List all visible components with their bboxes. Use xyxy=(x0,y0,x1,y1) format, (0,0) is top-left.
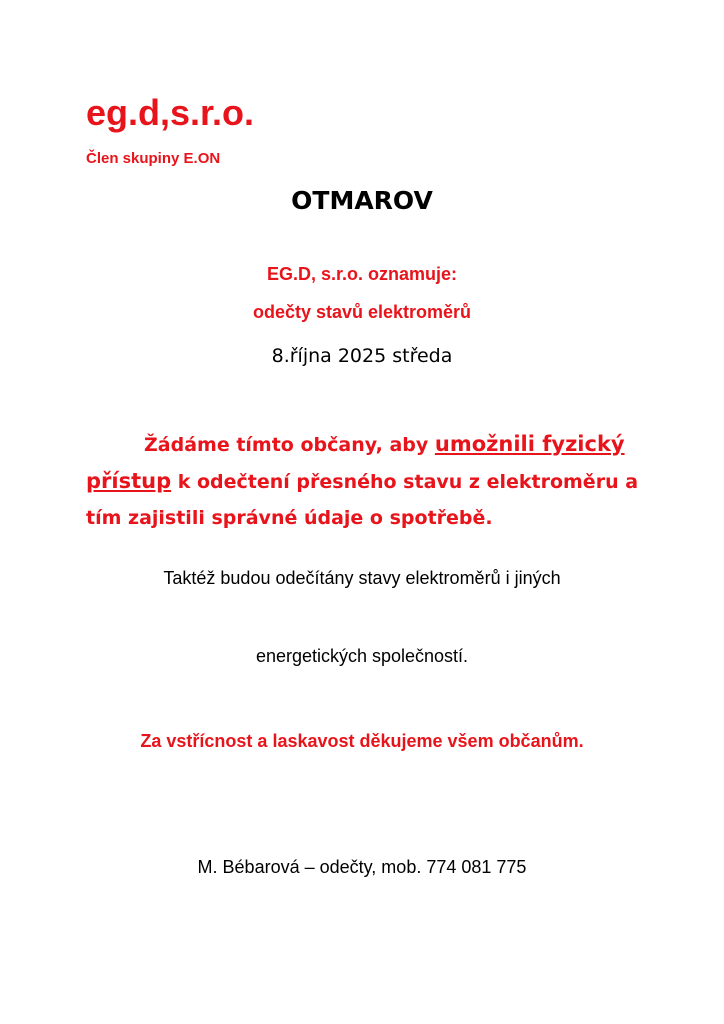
company-name: eg.d,s.r.o. xyxy=(86,92,255,133)
announcement-line: EG.D, s.r.o. oznamuje: xyxy=(266,264,458,284)
announcement-subject: odečty stavů elektroměrů xyxy=(252,302,472,322)
request-paragraph xyxy=(86,426,646,536)
company-group-line: Člen skupiny E.ON xyxy=(86,150,221,167)
reading-date: 8.října 2025 středa xyxy=(271,345,453,367)
request-text-end: k odečtení přesného stavu z elektroměru a tím zajistili správné údaje o spotřebě. xyxy=(86,471,639,529)
request-emphasis: umožnili fyzický přístup xyxy=(86,432,625,493)
also-line-2: energetických společností. xyxy=(255,646,469,666)
contact-line: M. Bébarová – odečty, mob. 774 081 775 xyxy=(197,857,527,877)
thanks-line: Za vstřícnost a laskavost děkujeme všem občanům. xyxy=(140,731,584,751)
also-line-1: Taktéž budou odečítány stavy elektroměrů i jiných xyxy=(163,568,561,588)
request-text-start: Žádáme tímto občany, aby xyxy=(144,434,435,456)
page-title: OTMAROV xyxy=(291,186,433,215)
